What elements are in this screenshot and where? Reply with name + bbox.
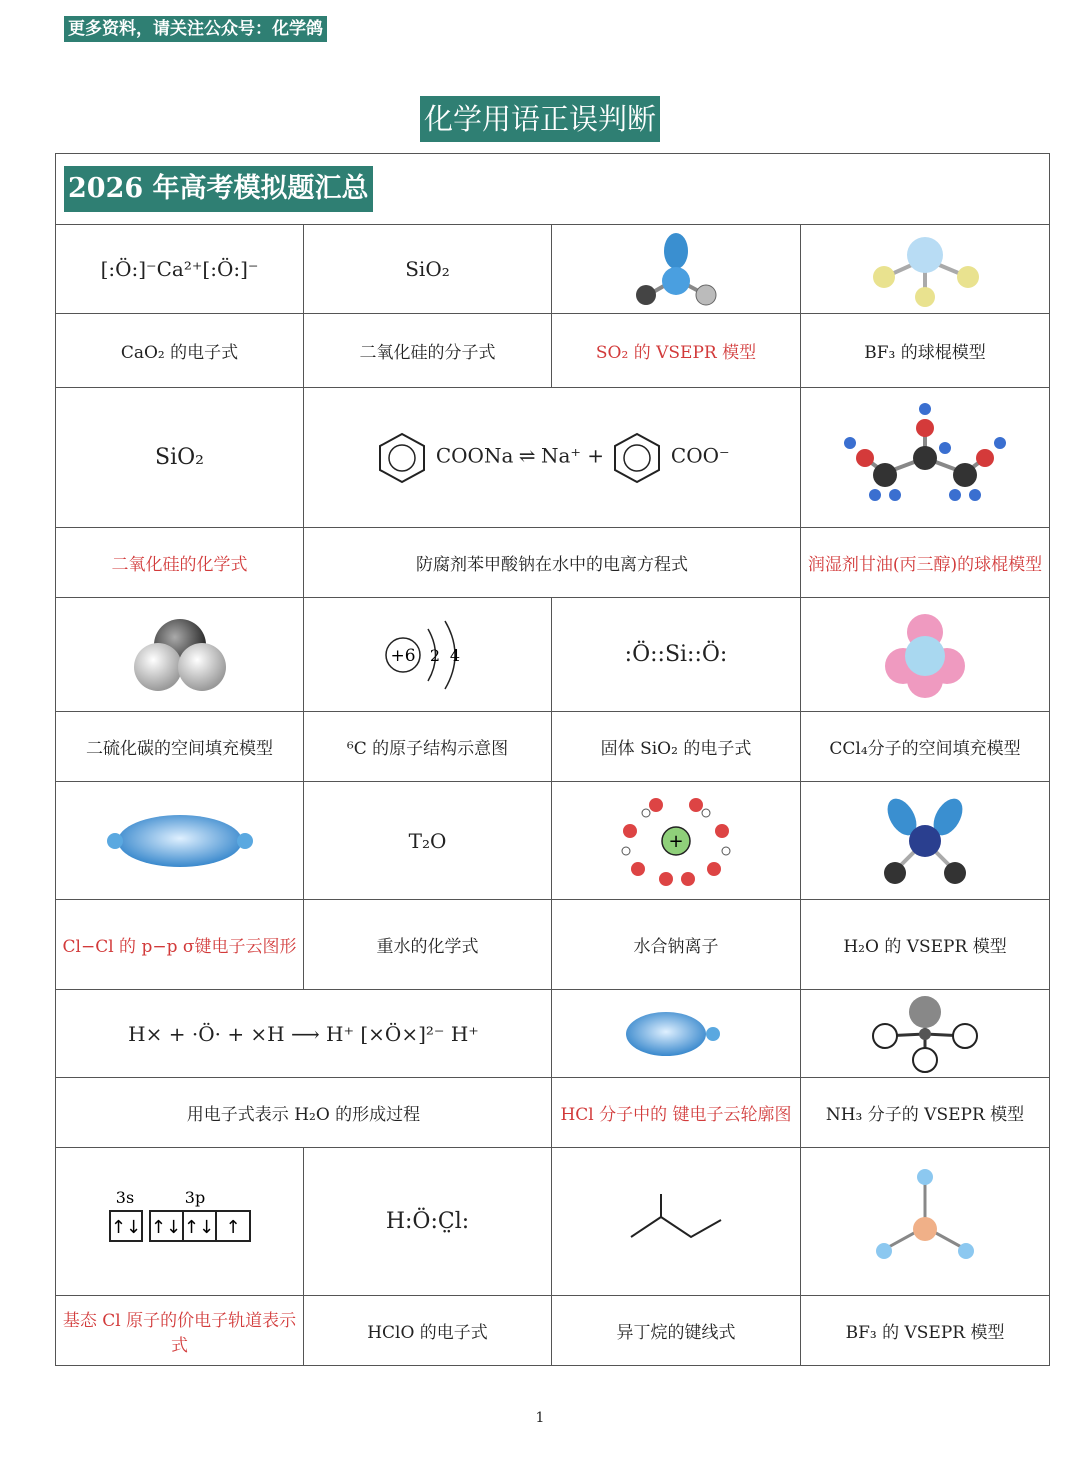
caption-isobutane: 异丁烷的键线式 bbox=[552, 1296, 801, 1366]
svg-text:↑↓: ↑↓ bbox=[183, 1216, 214, 1238]
ccl4-space-filling-image bbox=[801, 598, 1050, 712]
caption-glycerol: 润湿剂甘油(丙三醇)的球棍模型 bbox=[801, 528, 1050, 598]
bf3-ball-stick-model bbox=[860, 229, 990, 309]
caption-cl2-cloud: Cl−Cl 的 p−p σ键电子云图形 bbox=[56, 900, 304, 990]
page-title: 化学用语正误判断 bbox=[420, 96, 660, 142]
chemistry-table bbox=[55, 153, 1050, 1366]
benzene-ring bbox=[374, 430, 430, 486]
caption-cs2: 二硫化碳的空间填充模型 bbox=[56, 712, 304, 782]
cl-orbital-diagram bbox=[56, 1148, 304, 1296]
atom-structure-diagram bbox=[373, 615, 483, 695]
isobutane-skeletal-image bbox=[552, 1148, 801, 1296]
svg-text:2: 2 bbox=[429, 645, 440, 665]
caption-h2o-formation: 用电子式表示 H₂O 的形成过程 bbox=[56, 1078, 552, 1148]
equilibrium-arrow: ⇌ bbox=[518, 443, 536, 467]
svg-text:+6: +6 bbox=[389, 645, 416, 666]
so2-vsepr-image bbox=[552, 225, 801, 314]
benzoate-equation: COONa ⇌ Na⁺ + COO⁻ bbox=[304, 388, 801, 528]
so2-vsepr-model bbox=[626, 229, 726, 309]
caption-hclo: HClO 的电子式 bbox=[304, 1296, 552, 1366]
caption-ccl4: CCl₄分子的空间填充模型 bbox=[801, 712, 1050, 782]
bf3-vsepr-model bbox=[870, 1167, 980, 1277]
page-number: 1 bbox=[535, 1410, 545, 1426]
promo-banner: 更多资料，请关注公众号：化学鸽 bbox=[64, 16, 327, 42]
solid-sio2-electron-formula: :Ö::Si::Ö: bbox=[552, 598, 801, 712]
caption-h2o-vsepr: H₂O 的 VSEPR 模型 bbox=[801, 900, 1050, 990]
cao2-electron-formula: [:Ö:]⁻Ca²⁺[:Ö:]⁻ bbox=[56, 225, 304, 314]
svg-text:↑↓: ↑↓ bbox=[150, 1216, 181, 1238]
caption-bf3-vsepr: BF₃ 的 VSEPR 模型 bbox=[801, 1296, 1050, 1366]
sio2-chemical-formula: SiO₂ bbox=[56, 388, 304, 528]
hcl-electron-cloud-image bbox=[552, 990, 801, 1078]
svg-text:+: + bbox=[668, 830, 684, 852]
svg-text:4: 4 bbox=[449, 645, 460, 665]
glycerol-model-image bbox=[801, 388, 1050, 528]
caption-sio2-molecular: 二氧化硅的分子式 bbox=[304, 314, 552, 388]
carbon-atom-structure bbox=[304, 598, 552, 712]
caption-cao2: CaO₂ 的电子式 bbox=[56, 314, 304, 388]
isobutane-skeletal-formula bbox=[626, 1192, 726, 1252]
bf3-ball-stick-image bbox=[801, 225, 1050, 314]
svg-text:↑: ↑ bbox=[224, 1216, 241, 1238]
cs2-space-filling-model bbox=[130, 615, 230, 695]
hclo-electron-formula: H:Ö:C̤l: bbox=[304, 1148, 552, 1296]
h2o-vsepr-image bbox=[801, 782, 1050, 900]
caption-so2-vsepr: SO₂ 的 VSEPR 模型 bbox=[552, 314, 801, 388]
hydrated-sodium-ion-model bbox=[616, 791, 736, 891]
caption-sio2-chemical: 二氧化硅的化学式 bbox=[56, 528, 304, 598]
ccl4-space-filling-model bbox=[875, 610, 975, 700]
svg-text:3s: 3s bbox=[115, 1187, 134, 1207]
sio2-formula: SiO₂ bbox=[304, 225, 552, 314]
caption-heavy-water: 重水的化学式 bbox=[304, 900, 552, 990]
table-subtitle: 2026 年高考模拟题汇总 bbox=[64, 166, 373, 212]
glycerol-ball-stick-model bbox=[840, 403, 1010, 513]
hydrated-sodium-image bbox=[552, 782, 801, 900]
header-cell bbox=[56, 154, 1050, 225]
h2o-formation-process: H× + ·Ö· + ×H ⟶ H⁺ [×Ö×]²⁻ H⁺ bbox=[56, 990, 552, 1078]
cl2-electron-cloud-image bbox=[56, 782, 304, 900]
cs2-space-filling-image bbox=[56, 598, 304, 712]
caption-hcl-cloud: HCl 分子中的 键电子云轮廓图 bbox=[552, 1078, 801, 1148]
caption-solid-sio2: 固体 SiO₂ 的电子式 bbox=[552, 712, 801, 782]
caption-cl-orbital: 基态 Cl 原子的价电子轨道表示式 bbox=[56, 1296, 304, 1366]
caption-nh3-vsepr: NH₃ 分子的 VSEPR 模型 bbox=[801, 1078, 1050, 1148]
caption-benzoate: 防腐剂苯甲酸钠在水中的电离方程式 bbox=[304, 528, 801, 598]
svg-text:3p: 3p bbox=[184, 1187, 205, 1207]
caption-hydrated-sodium: 水合钠离子 bbox=[552, 900, 801, 990]
svg-text:↑↓: ↑↓ bbox=[110, 1216, 141, 1238]
pp-sigma-cloud bbox=[95, 806, 265, 876]
hcl-sigma-cloud bbox=[621, 1004, 731, 1064]
nh3-vsepr-model bbox=[865, 994, 985, 1074]
benzene-ring bbox=[609, 430, 665, 486]
nh3-vsepr-image bbox=[801, 990, 1050, 1078]
h2o-vsepr-model bbox=[870, 791, 980, 891]
caption-carbon-structure: ⁶C 的原子结构示意图 bbox=[304, 712, 552, 782]
heavy-water-formula: T₂O bbox=[304, 782, 552, 900]
orbital-box-diagram bbox=[100, 1187, 260, 1257]
bf3-vsepr-image bbox=[801, 1148, 1050, 1296]
caption-bf3-model: BF₃ 的球棍模型 bbox=[801, 314, 1050, 388]
